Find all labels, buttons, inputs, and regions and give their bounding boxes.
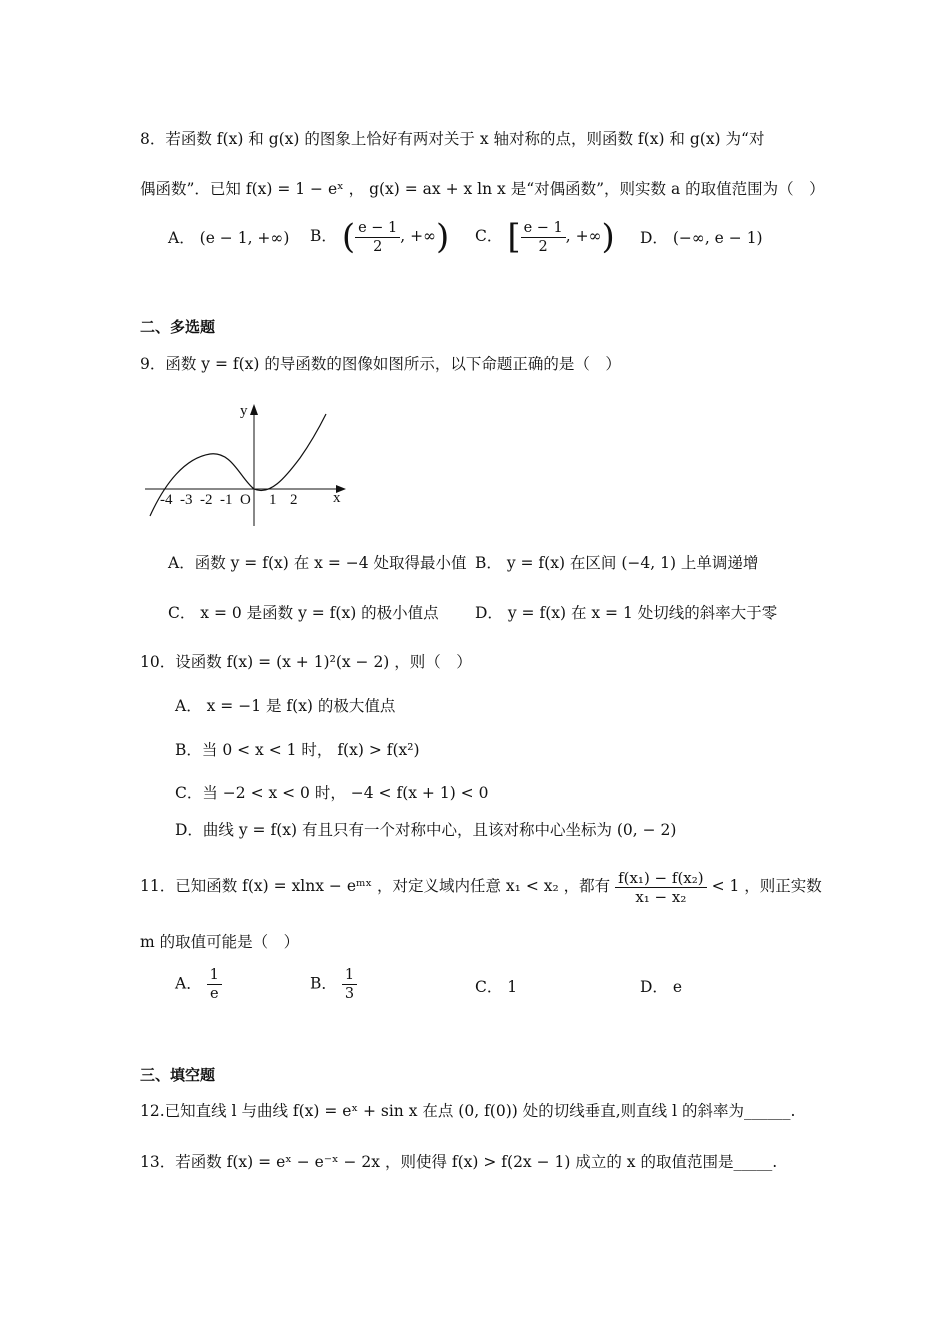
q8-option-c-tail: , +∞ xyxy=(565,227,602,245)
q8-option-d-text: (−∞, e − 1) xyxy=(672,229,763,247)
q8-stem-line1: 8．若函数 f(x) 和 g(x) 的图象上恰好有两对关于 x 轴对称的点，则函数 f(x) 和 g(x) 为“对 xyxy=(140,130,765,148)
q11-option-b-fraction xyxy=(342,966,357,1003)
q11-option-b xyxy=(310,966,357,1003)
q11-option-a-fraction xyxy=(207,966,222,1003)
tick-label: -3 xyxy=(180,492,193,508)
tick-label: 1 xyxy=(269,492,277,508)
q10-option-d: D．曲线 y = f(x) 有且只有一个对称中心，且该对称中心坐标为 (0, − 2) xyxy=(175,821,677,839)
q8-option-a xyxy=(168,227,289,249)
q10-option-b: B．当 0 < x < 1 时， f(x) > f(x²) xyxy=(175,741,420,759)
tick-label: 2 xyxy=(290,492,298,508)
q8-option-b xyxy=(310,217,449,257)
q8-option-c-label: C． xyxy=(475,227,503,245)
q8-option-d-label: D． xyxy=(640,229,668,247)
q8-option-b-label: B． xyxy=(310,227,337,245)
y-axis-label: y xyxy=(240,403,248,419)
q11-stem-line1 xyxy=(140,866,822,906)
q8-option-c xyxy=(475,217,615,257)
q8-option-a-text: (e − 1, +∞) xyxy=(199,229,290,247)
tick-label: -4 xyxy=(160,492,173,508)
q8-option-c-open: [ xyxy=(507,217,521,257)
origin-label: O xyxy=(240,492,251,508)
q11-option-b-label: B． xyxy=(310,974,337,993)
q8-option-b-den: 2 xyxy=(373,238,383,255)
tick-label: -1 xyxy=(220,492,233,508)
q9-option-b: B． y = f(x) 在区间 (−4, 1) 上单调递增 xyxy=(475,554,759,572)
q12-stem: 12.已知直线 l 与曲线 f(x) = eˣ + sin x 在点 (0, f(0)) 处的切线垂直,则直线 l 的斜率为______. xyxy=(140,1102,796,1120)
q8-option-c-close: ) xyxy=(601,217,615,257)
q11-option-a-num: 1 xyxy=(207,966,222,985)
derivative-curve xyxy=(150,414,326,516)
tick-label: -2 xyxy=(200,492,213,508)
q9-derivative-graph xyxy=(140,398,355,533)
section-title-fill-in: 三、填空题 xyxy=(140,1066,216,1084)
q11-stem-post: < 1 ，则正实数 xyxy=(711,877,822,895)
q10-option-c: C．当 −2 < x < 0 时， −4 < f(x + 1) < 0 xyxy=(175,784,489,802)
q8-option-b-num: e − 1 xyxy=(355,219,400,238)
q9-option-c: C． x = 0 是函数 y = f(x) 的极小值点 xyxy=(168,604,439,622)
q11-stem-pre: 11．已知函数 f(x) = xlnx − eᵐˣ ，对定义域内任意 x₁ < x₂ ，都有 xyxy=(140,877,611,895)
q11-fraction-num: f(x₁) − f(x₂) xyxy=(615,869,707,888)
q8-option-b-fraction xyxy=(355,219,400,256)
q11-inequality-fraction xyxy=(615,869,707,906)
q11-stem-line2: m 的取值可能是（ ） xyxy=(140,933,300,951)
q9-option-a: A．函数 y = f(x) 在 x = −4 处取得最小值 xyxy=(168,554,467,572)
q8-option-b-open: ( xyxy=(341,217,356,257)
x-axis-label: x xyxy=(333,490,341,506)
q11-fraction-den: x₁ − x₂ xyxy=(635,887,687,906)
q11-option-a xyxy=(175,966,222,1003)
q8-option-b-close: ) xyxy=(436,217,450,257)
q11-option-c: C． 1 xyxy=(475,978,518,996)
q10-stem: 10．设函数 f(x) = (x + 1)²(x − 2) ，则（ ） xyxy=(140,653,472,671)
y-axis-arrow-icon xyxy=(250,404,258,415)
q10-option-a: A． x = −1 是 f(x) 的极大值点 xyxy=(175,697,396,715)
q11-option-b-den: 3 xyxy=(344,986,355,1002)
q8-option-b-tail: , +∞ xyxy=(400,227,437,245)
q13-stem: 13．若函数 f(x) = eˣ − e⁻ˣ − 2x ，则使得 f(x) > f(2x − 1) 成立的 x 的取值范围是_____. xyxy=(140,1153,778,1171)
q9-stem: 9．函数 y = f(x) 的导函数的图像如图所示，以下命题正确的是（ ） xyxy=(140,355,621,373)
q8-option-c-num: e − 1 xyxy=(521,219,566,238)
q11-option-d: D． e xyxy=(640,978,683,996)
q8-option-d xyxy=(640,227,763,249)
q8-option-a-label: A． xyxy=(168,229,195,247)
q8-option-c-den: 2 xyxy=(538,238,548,255)
q11-option-a-den: e xyxy=(209,986,219,1002)
q9-option-d: D． y = f(x) 在 x = 1 处切线的斜率大于零 xyxy=(475,604,778,622)
section-title-multiple-choice: 二、多选题 xyxy=(140,318,216,336)
q8-option-c-fraction xyxy=(521,219,566,256)
q11-option-b-num: 1 xyxy=(342,966,357,985)
q8-stem-line2: 偶函数”．已知 f(x) = 1 − eˣ ， g(x) = ax + x ln x 是“对偶函数”，则实数 a 的取值范围为（ ） xyxy=(140,180,825,198)
q11-option-a-label: A． xyxy=(175,974,202,993)
